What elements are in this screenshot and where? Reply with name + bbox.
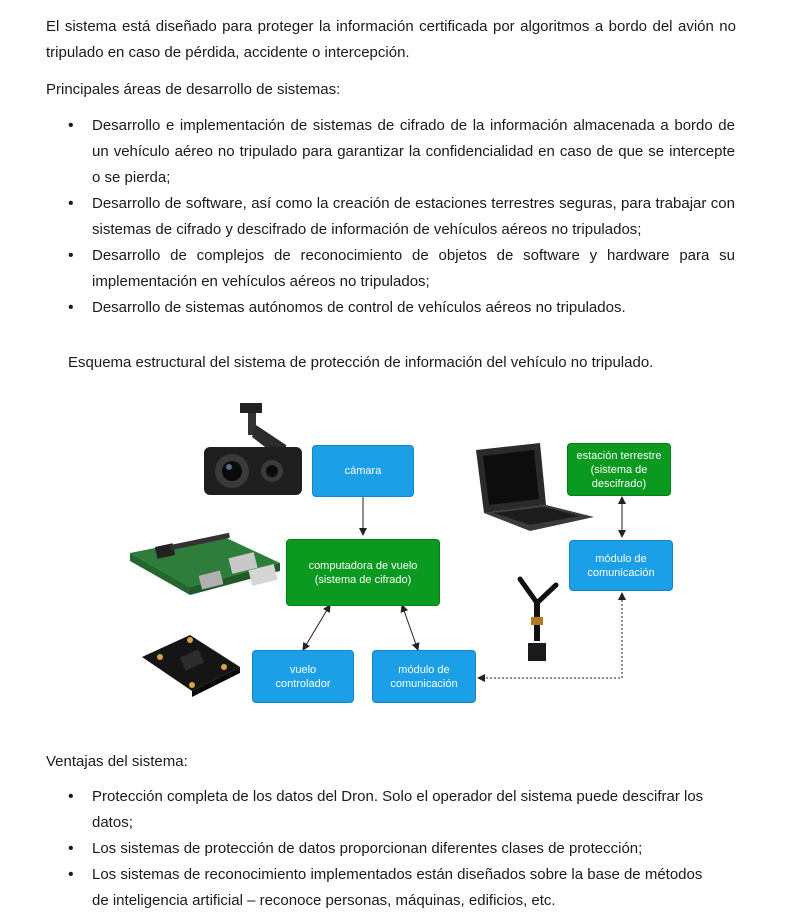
comm-module-ground-label: módulo de comunicación	[587, 552, 655, 579]
single-board-computer-image	[130, 533, 280, 595]
list-item: • Protección completa de los datos del Dron. Solo el operador del sistema puede descifrar los datos;	[92, 784, 712, 836]
intro-paragraph: El sistema está diseñado para proteger la información certificada por algoritmos a bordo del avión no tripulado en caso de pérdida, accidente o intercepción.	[46, 18, 736, 61]
ground-station-label: estación terrestre (sistema de descifrado)	[576, 449, 662, 490]
list-item: • Desarrollo de complejos de reconocimiento de objetos de software y hardware para su implementación en vehículos aéreos no tripulados;	[92, 243, 735, 295]
list-item: • Los sistemas de protección de datos proporcionan diferentes clases de protección;	[92, 836, 712, 862]
advantages-heading: Ventajas del sistema:	[46, 753, 188, 770]
camera-label: cámara	[344, 465, 382, 477]
flight-controller-label: vuelo controlador	[275, 663, 331, 690]
comm-module-drone-label: módulo de comunicación	[390, 663, 458, 690]
scheme-caption: Esquema estructural del sistema de protección de información del vehículo no tripulado.	[68, 354, 654, 371]
camera-box	[312, 445, 414, 497]
flight-controller-image	[142, 635, 240, 697]
areas-heading: Principales áreas de desarrollo de sistemas:	[46, 81, 341, 98]
flight-computer-box	[286, 539, 440, 606]
list-item: • Desarrollo de sistemas autónomos de control de vehículos aéreos no tripulados.	[92, 295, 735, 321]
structure-diagram	[100, 395, 700, 725]
list-item: • Desarrollo de software, así como la creación de estaciones terrestres seguras, para trabajar con sistemas de cifrado y descifrado de información de vehículos aéreos no tripulados;	[92, 191, 735, 243]
flight-controller-box	[252, 650, 354, 703]
camera-image	[204, 403, 302, 495]
list-item: • Los sistemas de reconocimiento implementados están diseñados sobre la base de métodos de inteligencia artificial – reconoce personas, máquinas, edificios, etc.	[92, 862, 712, 914]
list-item: • Desarrollo e implementación de sistemas de cifrado de la información almacenada a bordo de un vehículo aéreo no tripulado para garantizar la confidencialidad en caso de que se intercepte o se pierda;	[92, 113, 735, 191]
ground-station-box	[567, 443, 671, 496]
comm-module-drone-box	[372, 650, 476, 703]
antenna-image	[520, 579, 556, 661]
flight-computer-label: computadora de vuelo (sistema de cifrado)	[308, 559, 418, 586]
advantages-list	[92, 784, 712, 914]
areas-list	[92, 113, 735, 321]
comm-module-ground-box	[569, 540, 673, 591]
